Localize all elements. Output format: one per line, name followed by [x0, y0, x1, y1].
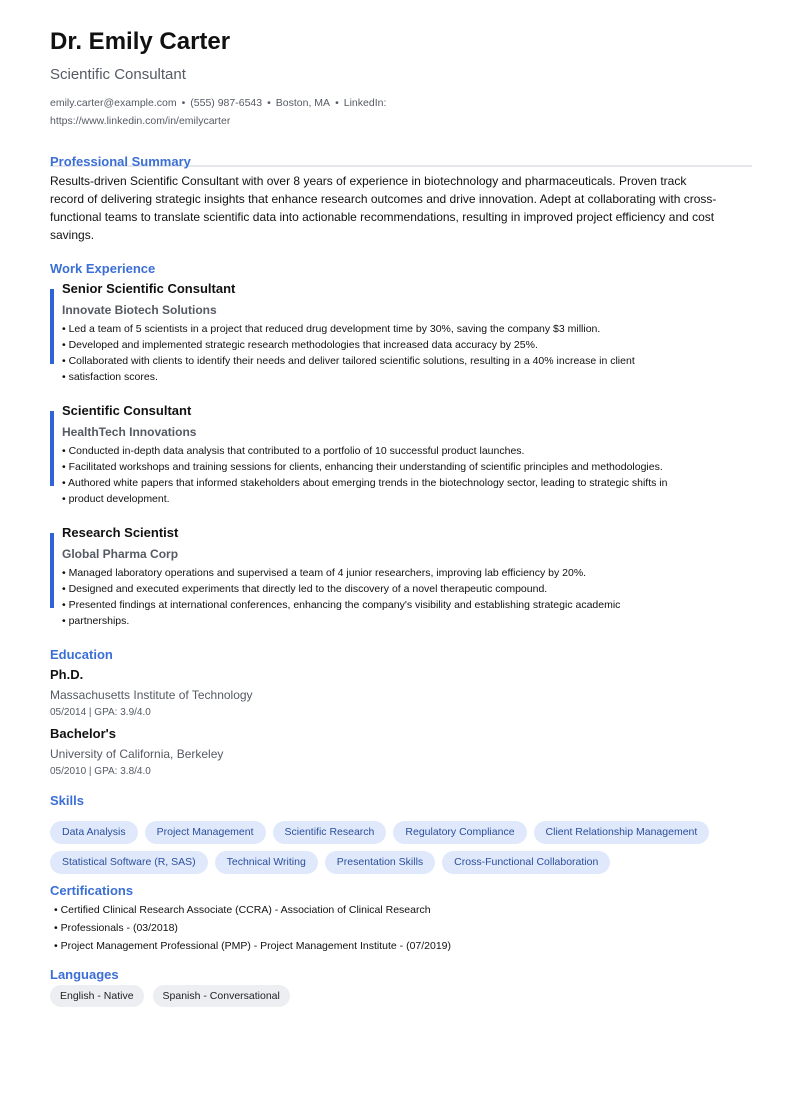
- skill-chip: Client Relationship Management: [534, 821, 710, 844]
- education-entry: [50, 667, 253, 719]
- skill-chip: Presentation Skills: [325, 851, 435, 874]
- certification-item: • Professionals - (03/2018): [54, 922, 178, 934]
- education-section: [50, 647, 253, 778]
- summary-heading: Professional Summary: [50, 154, 191, 169]
- skill-chip: Cross-Functional Collaboration: [442, 851, 610, 874]
- job-title: Scientific Consultant: [62, 403, 192, 418]
- phone-number: (555) 987-6543: [190, 97, 263, 109]
- education-entry: [50, 726, 253, 778]
- job-title: Research Scientist: [62, 525, 179, 540]
- skills-section: [50, 793, 752, 881]
- job-company: HealthTech Innovations: [62, 425, 197, 439]
- candidate-name: Dr. Emily Carter: [50, 28, 231, 55]
- job-bullet: • Led a team of 5 scientists in a project that reduced drug development time by 30%, saving the company $3 million.: [62, 323, 601, 335]
- experience-section: [50, 261, 752, 627]
- language-chip: English - Native: [50, 985, 144, 1007]
- linkedin-label: LinkedIn:: [343, 97, 387, 109]
- location: Boston, MA: [275, 97, 331, 109]
- job-company: Global Pharma Corp: [62, 547, 179, 561]
- languages-list: [50, 985, 299, 1007]
- education-meta: 05/2010 | GPA: 3.8/4.0: [50, 766, 151, 777]
- certifications-list: [50, 901, 451, 955]
- skills-list: [50, 821, 752, 881]
- job-bullet: • Facilitated workshops and training sessions for clients, enhancing their understanding of scientific principles and methodologies.: [62, 461, 663, 473]
- job-bullet: • partnerships.: [62, 615, 130, 627]
- job-title: Senior Scientific Consultant: [62, 281, 236, 296]
- certification-item: • Certified Clinical Research Associate (CCRA) - Association of Clinical Research: [54, 904, 431, 916]
- job-bullet: • Collaborated with clients to identify their needs and deliver tailored scientific solutions, resulting in a 40% increase in client: [62, 355, 635, 367]
- education-meta: 05/2014 | GPA: 3.9/4.0: [50, 707, 151, 718]
- job-company: Innovate Biotech Solutions: [62, 303, 217, 317]
- job-bullet: • Presented findings at international conferences, enhancing the company's visibility and establishing strategic academic: [62, 599, 621, 611]
- contact-separator: •: [267, 97, 271, 109]
- job-accent-bar: [50, 411, 54, 486]
- experience-heading: Work Experience: [50, 261, 156, 276]
- job-entry: [50, 403, 667, 507]
- languages-heading: Languages: [50, 967, 119, 982]
- skill-chip: Scientific Research: [273, 821, 387, 844]
- education-heading: Education: [50, 647, 113, 662]
- job-accent-bar: [50, 533, 54, 608]
- job-entry: [50, 281, 635, 385]
- summary-text: Results-driven Scientific Consultant with over 8 years of experience in biotechnology and pharmaceuticals. Proven track record of delivering strategic insights that enhance research outcomes and drive innovation. Adept at collaborating with cross-functional teams to translate scientific data into actionable recommendations, resulting in improved project efficiency and cost savings.: [50, 174, 717, 242]
- job-bullets: [62, 443, 667, 507]
- skill-chip: Statistical Software (R, SAS): [50, 851, 208, 874]
- languages-section: [50, 967, 299, 1007]
- contact-separator: •: [335, 97, 339, 109]
- job-bullet: • Managed laboratory operations and supervised a team of 4 junior researchers, improving lab efficiency by 20%.: [62, 567, 587, 579]
- skill-chip: Project Management: [145, 821, 266, 844]
- education-school: Massachusetts Institute of Technology: [50, 688, 253, 702]
- linkedin-link[interactable]: https://www.linkedin.com/in/emilycarter: [50, 115, 231, 127]
- contact-separator: •: [181, 97, 186, 109]
- skills-heading: Skills: [50, 793, 84, 808]
- job-bullet: • Designed and executed experiments that directly led to the discovery of a novel therapeutic compound.: [62, 583, 548, 595]
- certification-item: • Project Management Professional (PMP) - Project Management Institute - (07/2019): [54, 940, 452, 952]
- resume-header: [50, 28, 410, 130]
- summary-section: [50, 154, 720, 244]
- certifications-section: [50, 883, 451, 955]
- skill-chip: Regulatory Compliance: [393, 821, 526, 844]
- skill-chip: Technical Writing: [215, 851, 318, 874]
- job-bullet: • satisfaction scores.: [62, 371, 158, 383]
- certifications-heading: Certifications: [50, 883, 134, 898]
- job-bullet: • Conducted in-depth data analysis that contributed to a portfolio of 10 successful product launches.: [62, 445, 525, 457]
- skill-chip: Data Analysis: [50, 821, 138, 844]
- job-bullet: • Authored white papers that informed stakeholders about emerging trends in the biotechnology sector, leading to strategic shifts in: [62, 477, 668, 489]
- job-bullets: [62, 565, 620, 629]
- education-degree: Bachelor's: [50, 726, 116, 741]
- job-bullets: [62, 321, 635, 385]
- language-chip: Spanish - Conversational: [153, 985, 290, 1007]
- education-degree: Ph.D.: [50, 667, 84, 682]
- candidate-title: Scientific Consultant: [50, 66, 186, 83]
- contact-info: [50, 94, 410, 130]
- education-school: University of California, Berkeley: [50, 747, 224, 761]
- job-bullet: • product development.: [62, 493, 170, 505]
- job-accent-bar: [50, 289, 54, 364]
- job-bullet: • Developed and implemented strategic research methodologies that increased data accuracy by 25%.: [62, 339, 538, 351]
- job-entry: [50, 525, 620, 629]
- email-link[interactable]: emily.carter@example.com: [50, 97, 177, 109]
